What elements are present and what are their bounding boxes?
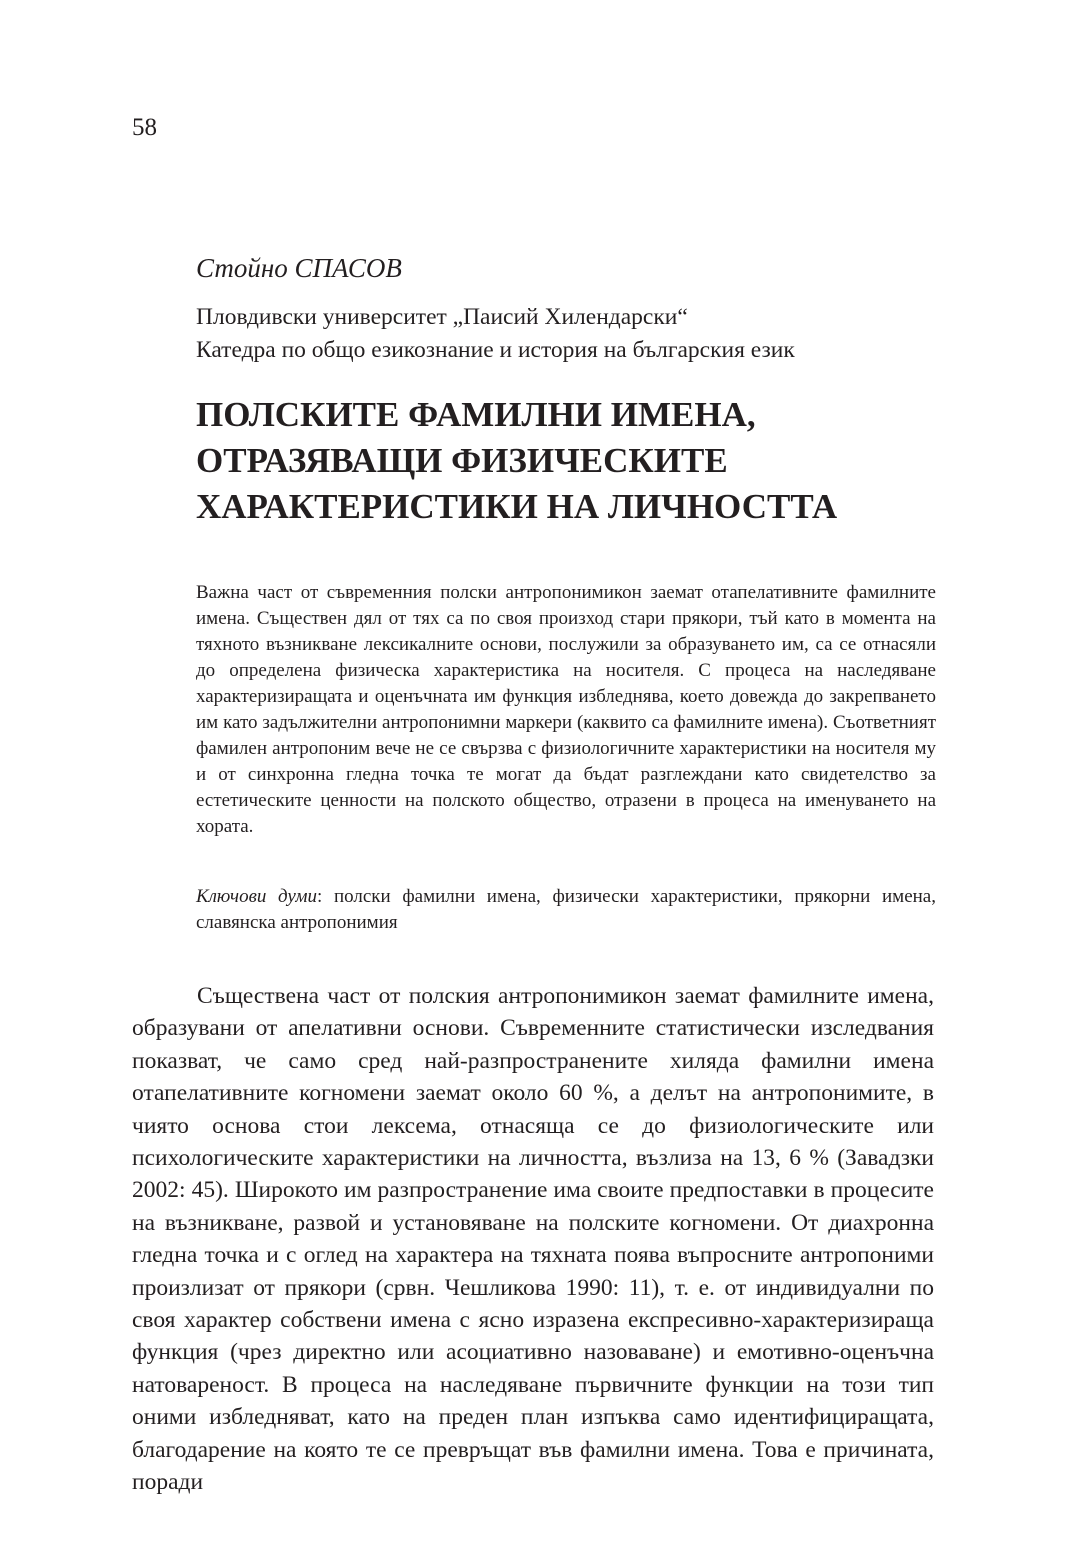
title-line-2: ОТРАЗЯВАЩИ ФИЗИЧЕСКИТЕ [196, 441, 728, 480]
author-name: Стойно СПАСОВ [196, 253, 402, 283]
keywords [196, 884, 936, 936]
title-line-3: ХАРАКТЕРИСТИКИ НА ЛИЧНОСТТА [196, 487, 838, 526]
page-number: 58 [132, 114, 157, 141]
affiliation [196, 301, 956, 367]
paper-title [196, 392, 956, 530]
affiliation-department: Катедра по общо езикознание и история на българския език [196, 337, 795, 363]
body-paragraph-text: Съществена част от полския антропонимикон заемат фамилните имена, образувани от апелативни основи. Съвременните статистически изследвания показват, че само сред най-разпространените хиляда фамилни имена отапелативните когномени заемат около 60 %, а делът на антропонимите, в чиято основа стои лексема, отнасяща се до физиологическите или психологическите характеристики на личността, възлиза на 13, 6 % (Завадзки 2002: 45). Широкото им разпространение има своите предпоставки в процесите на възникване, развой и установяване на полските когномени. От диахронна гледна точка и с оглед на характера на тяхната поява въпросните антропоними произлизат от прякори (срвн. Чешликова 1990: 11), т. е. от индивидуални по своя характер собствени имена с ясно изразена експресивно-характеризираща функция (чрез директно или асоциативно назоваване) и емотивно-оценъчна натовареност. В процеса на наследяване първичните функции на този тип оними избледняват, като на преден план изпъква само идентифициращата, благодарение на която те се превръщат във фамилни имена. Това е причината, поради [132, 983, 934, 1496]
title-line-1: ПОЛСКИТЕ ФАМИЛНИ ИМЕНА, [196, 395, 756, 434]
abstract: Важна част от съвременния полски антропонимикон заемат отапелативните фамилните имена. Съществен дял от тях са по своя произход стари прякори, тъй като в момента на тяхното възникване лексикалните основи, послужили за образуването им, са се отнасяли до определена физическа характеристика на носителя. С процеса на наследяване характеризиращата и оценъчната им функция избледнява, което довежда до закрепването им като задължителни антропонимни маркери (каквито са фамилните имена). Съответният фамилен антропоним вече не се свързва с физиологичните характеристики на носителя му и от синхронна гледна точка те могат да бъдат разглеждани като свидетелство за естетическите ценности на полското общество, отразени в процеса на именуването на хората. [196, 582, 936, 837]
keywords-text: : полски фамилни имена, физически характеристики, прякорни имена, славянска антропонимия [196, 886, 936, 933]
affiliation-university: Пловдивски университет „Паисий Хилендарски“ [196, 304, 688, 330]
body-paragraph [132, 980, 934, 1499]
keywords-label: Ключови думи [196, 886, 317, 907]
